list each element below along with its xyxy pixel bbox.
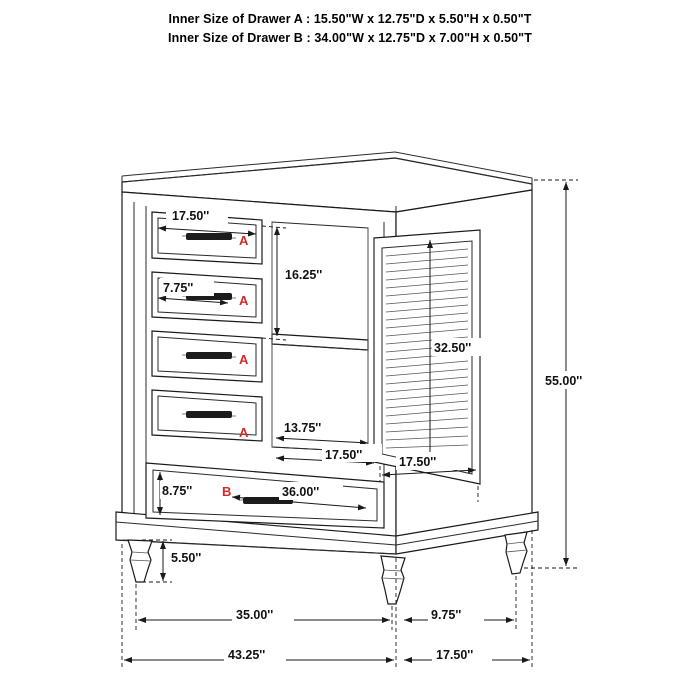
louvered-door bbox=[374, 230, 480, 484]
dim-side-width bbox=[404, 576, 516, 630]
dim-32-50: 32.50'' bbox=[434, 341, 472, 355]
label-drawer-a-2: A bbox=[239, 293, 249, 308]
dim-43-25: 43.25'' bbox=[228, 648, 266, 662]
dim-13-75: 13.75'' bbox=[284, 421, 322, 435]
label-drawer-a-4: A bbox=[239, 425, 249, 440]
dim-17-50-shelf: 17.50'' bbox=[325, 448, 363, 462]
dim-17-50-door: 17.50'' bbox=[399, 455, 437, 469]
label-drawer-b: B bbox=[222, 484, 232, 499]
dim-35-00: 35.00'' bbox=[236, 608, 274, 622]
dim-17-50-drawer: 17.50'' bbox=[172, 209, 210, 223]
dim-55-00: 55.00'' bbox=[545, 374, 583, 388]
dim-36-00: 36.00'' bbox=[282, 485, 320, 499]
label-drawer-a-3: A bbox=[239, 352, 249, 367]
cabinet-interior bbox=[272, 222, 368, 452]
dim-17-50-depth: 17.50'' bbox=[436, 648, 474, 662]
dim-total-height bbox=[524, 180, 600, 568]
dim-7-75: 7.75'' bbox=[163, 281, 194, 295]
dim-9-75: 9.75'' bbox=[431, 608, 462, 622]
dim-case-width bbox=[136, 584, 392, 630]
dim-8-75: 8.75'' bbox=[162, 484, 193, 498]
dim-leg-height bbox=[142, 540, 220, 582]
dim-5-50: 5.50'' bbox=[171, 551, 202, 565]
drawer-a-note: Inner Size of Drawer A : 15.50"W x 12.75"D x 5.50"H x 0.50"T bbox=[168, 12, 532, 26]
dim-16-25: 16.25'' bbox=[285, 268, 323, 282]
label-drawer-a-1: A bbox=[239, 233, 249, 248]
drawer-b-note: Inner Size of Drawer B : 34.00"W x 12.75"D x 7.00"H x 0.50"T bbox=[168, 31, 532, 45]
